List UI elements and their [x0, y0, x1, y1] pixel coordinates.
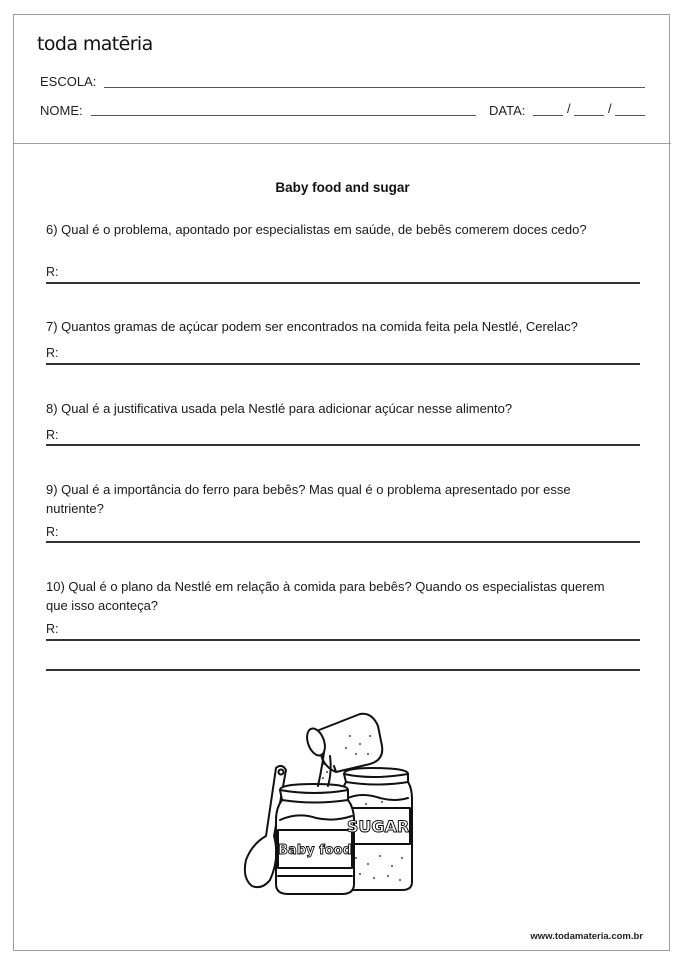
footer-url[interactable]: www.todamateria.com.br: [530, 931, 643, 942]
question-9: 9) Qual é a importância do ferro para bebês? Mas qual é o problema apresentado por esse nutriente?: [46, 482, 571, 516]
question-8: 8) Qual é a justificativa usada pela Nestlé para adicionar açúcar nesse alimento?: [46, 401, 513, 416]
worksheet-title: Baby food and sugar: [275, 180, 410, 195]
baby-food-label: Baby food: [278, 843, 352, 858]
answer-line-10[interactable]: [46, 639, 640, 641]
answer-line-10-extra[interactable]: [46, 669, 640, 671]
answer-label-9: R:: [46, 525, 59, 539]
date-separator: /: [567, 101, 571, 116]
answer-label-10: R:: [46, 622, 59, 636]
date-day-line[interactable]: [533, 115, 563, 116]
header-divider: [13, 143, 671, 144]
school-input-line[interactable]: [104, 87, 645, 88]
date-label: DATA:: [489, 103, 526, 118]
date-year-line[interactable]: [615, 115, 645, 116]
answer-line-7[interactable]: [46, 363, 640, 365]
question-7: 7) Quantos gramas de açúcar podem ser encontrados na comida feita pela Nestlé, Cerelac?: [46, 319, 578, 334]
date-separator: /: [608, 101, 612, 116]
school-label: ESCOLA:: [40, 74, 97, 89]
answer-line-6[interactable]: [46, 282, 640, 284]
question-6: 6) Qual é o problema, apontado por especialistas em saúde, de bebês comerem doces cedo?: [46, 222, 587, 237]
answer-label-6: R:: [46, 265, 59, 279]
baby-food-sugar-illustration: [232, 708, 432, 898]
answer-line-9[interactable]: [46, 541, 640, 543]
sugar-label: SUGAR: [346, 817, 410, 836]
date-month-line[interactable]: [574, 115, 604, 116]
name-input-line[interactable]: [91, 115, 476, 116]
answer-label-7: R:: [46, 346, 59, 360]
brand-logo: toda matēria: [37, 33, 153, 55]
question-10: 10) Qual é o plano da Nestlé em relação à comida para bebês? Quando os especialistas querem que isso aconteça?: [46, 579, 605, 613]
answer-label-8: R:: [46, 428, 59, 442]
answer-line-8[interactable]: [46, 444, 640, 446]
baby-food-jar-icon: [276, 784, 354, 894]
name-label: NOME:: [40, 103, 83, 118]
